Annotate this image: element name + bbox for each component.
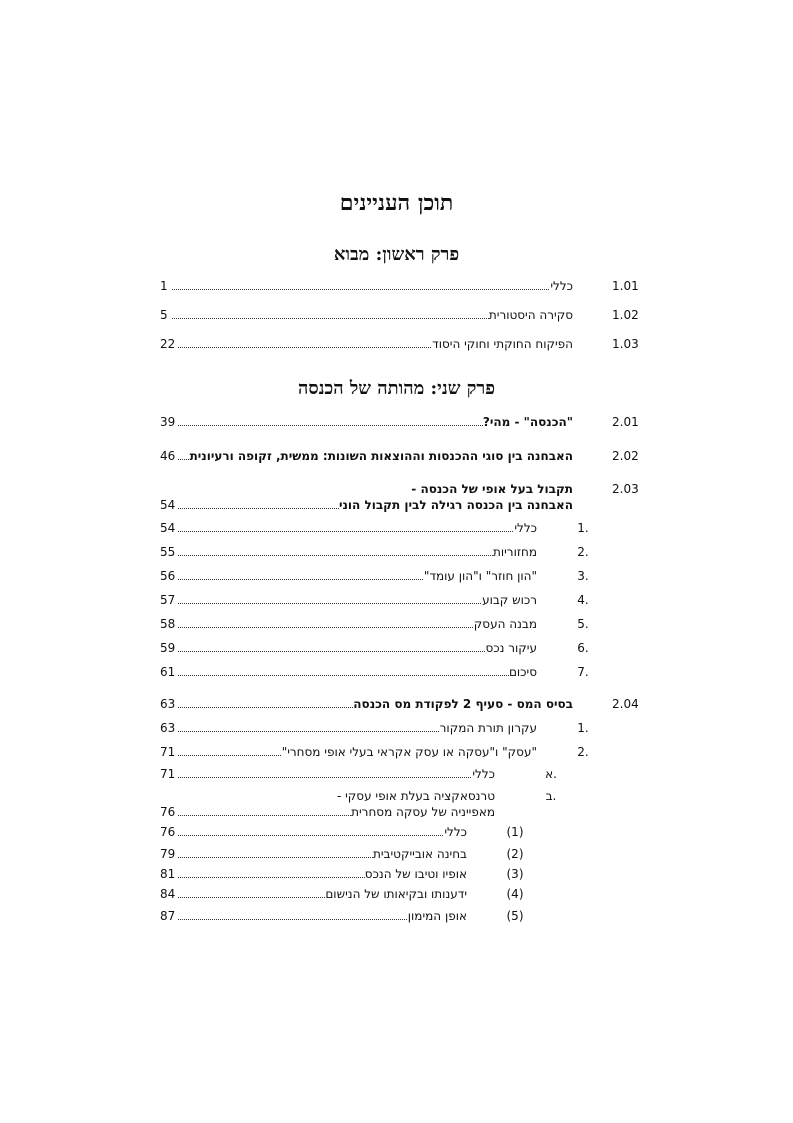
entry-number: 6. [577, 641, 589, 655]
entry-page: 61 [160, 665, 176, 679]
toc-subentry-2-04-2-a[interactable] [160, 766, 635, 782]
entry-number: (5) [506, 909, 524, 923]
entry-page: 1 [160, 279, 168, 293]
entry-title: אופיו וטיבו של הנכס [364, 867, 467, 881]
entry-title: כללי [444, 825, 467, 839]
entry-page: 54 [160, 521, 176, 535]
entry-page: 79 [160, 847, 176, 861]
toc-subentry-2-04-2[interactable] [160, 744, 635, 760]
entry-page: 22 [160, 337, 176, 351]
leader-dots [178, 531, 537, 532]
entry-title: מחזוריות [492, 545, 537, 559]
entry-title: הפיקוח החוקתי וחוקי היסוד [432, 337, 573, 351]
entry-number: (1) [506, 825, 524, 839]
entry-number: 2.04 [612, 697, 639, 711]
entry-number: 2. [577, 545, 589, 559]
entry-page: 81 [160, 867, 176, 881]
entry-number: 2. [577, 745, 589, 759]
entry-title-line1: טרנסאקציה בעלת אופי עסקי - [336, 789, 495, 803]
entry-letter: ב. [545, 789, 557, 803]
entry-title: כללי [514, 521, 537, 535]
entry-page: 76 [160, 805, 176, 819]
entry-number: 1. [577, 721, 589, 735]
toc-subentry-2-03-2[interactable] [160, 544, 635, 560]
entry-title: סיכום [508, 665, 537, 679]
entry-number: 7. [577, 665, 589, 679]
entry-letter: א. [545, 767, 557, 781]
entry-page: 71 [160, 767, 176, 781]
toc-subentry-2-03-6[interactable] [160, 640, 635, 656]
entry-title: מבנה העסק [473, 617, 537, 631]
entry-page: 55 [160, 545, 176, 559]
leader-dots [172, 289, 573, 290]
leader-dots [178, 777, 495, 778]
entry-title: "הון חוזר" ו"הון עומד" [423, 569, 537, 583]
toc-item-2[interactable] [160, 846, 635, 862]
entry-page: 71 [160, 745, 176, 759]
entry-page: 76 [160, 825, 176, 839]
entry-page: 46 [160, 449, 176, 463]
entry-title: רכוש קבוע [482, 593, 537, 607]
entry-number: 2.03 [612, 482, 639, 496]
toc-entry-1-01[interactable] [160, 278, 639, 294]
entry-title: כללי [550, 279, 573, 293]
entry-number: (4) [506, 887, 524, 901]
entry-number: 1.02 [612, 308, 639, 322]
toc-subentry-2-03-3[interactable] [160, 568, 635, 584]
page-title: תוכן העניינים [339, 190, 454, 216]
entry-number: 2.02 [612, 449, 639, 463]
entry-number: 1.03 [612, 337, 639, 351]
toc-entry-2-04[interactable] [160, 696, 639, 712]
toc-subentry-2-03-1[interactable] [160, 520, 635, 536]
toc-entry-1-03[interactable] [160, 336, 639, 352]
entry-page: 84 [160, 887, 176, 901]
entry-title: סקירה היסטורית [488, 308, 573, 322]
entry-page: 56 [160, 569, 176, 583]
entry-number: 4. [577, 593, 589, 607]
entry-title: בסיס המס - סעיף 2 לפקודת מס הכנסה [353, 697, 573, 711]
entry-page: 54 [160, 498, 176, 512]
toc-subentry-2-03-4[interactable] [160, 592, 635, 608]
toc-entry-1-02[interactable] [160, 307, 639, 323]
entry-title: ידענותו ובקיאותו של הנישום [325, 887, 467, 901]
entry-page: 5 [160, 308, 168, 322]
entry-title: עקרון תורת המקור [439, 721, 537, 735]
leader-dots [178, 835, 467, 836]
entry-number: 5. [577, 617, 589, 631]
leader-dots [178, 675, 537, 676]
entry-title: אופן המימון [407, 909, 467, 923]
toc-entry-2-03[interactable] [160, 481, 639, 513]
entry-page: 59 [160, 641, 176, 655]
entry-title: האבחנה בין סוגי ההכנסות וההוצאות השונות: ממשית, זקופה ורעיונית [189, 449, 573, 463]
entry-title: "הכנסה" - מהי? [482, 415, 573, 429]
entry-number: 2.01 [612, 415, 639, 429]
toc-subentry-2-03-5[interactable] [160, 616, 635, 632]
entry-page: 57 [160, 593, 176, 607]
leader-dots [178, 555, 537, 556]
toc-item-3[interactable] [160, 866, 635, 882]
toc-item-1[interactable] [160, 824, 635, 840]
entry-page: 58 [160, 617, 176, 631]
entry-number: (3) [506, 867, 524, 881]
entry-number: 3. [577, 569, 589, 583]
entry-page: 63 [160, 697, 176, 711]
leader-dots [178, 651, 537, 652]
entry-number: 1. [577, 521, 589, 535]
entry-title: כללי [472, 767, 495, 781]
entry-title-line2: האבחנה בין הכנסה רגילה לבין תקבול הוני [338, 498, 573, 512]
toc-subentry-2-04-2-b[interactable] [160, 788, 635, 820]
entry-page: 87 [160, 909, 176, 923]
chapter-1-heading: פרק ראשון: מבוא [333, 244, 460, 265]
chapter-2-heading: פרק שני: מהותה של הכנסה [297, 378, 495, 399]
toc-item-4[interactable] [160, 886, 635, 902]
entry-title-line2: מאפייניה של עסקה מסחרית [351, 805, 495, 819]
entry-page: 63 [160, 721, 176, 735]
entry-page: 39 [160, 415, 176, 429]
entry-title: בחינה אובייקטיבית [372, 847, 467, 861]
entry-title: עיקור נכס [485, 641, 537, 655]
entry-number: (2) [506, 847, 524, 861]
toc-item-5[interactable] [160, 908, 635, 924]
entry-number: 1.01 [612, 279, 639, 293]
toc-entry-2-01[interactable] [160, 414, 639, 430]
toc-subentry-2-03-7[interactable] [160, 664, 635, 680]
entry-title-line1: תקבול בעל אופי של הכנסה - [411, 482, 573, 496]
toc-entry-2-02[interactable] [160, 448, 639, 464]
entry-title: "עסק" ו"עסקה או עסק אקראי בעלי אופי מסחרי" [281, 745, 537, 759]
toc-subentry-2-04-1[interactable] [160, 720, 635, 736]
